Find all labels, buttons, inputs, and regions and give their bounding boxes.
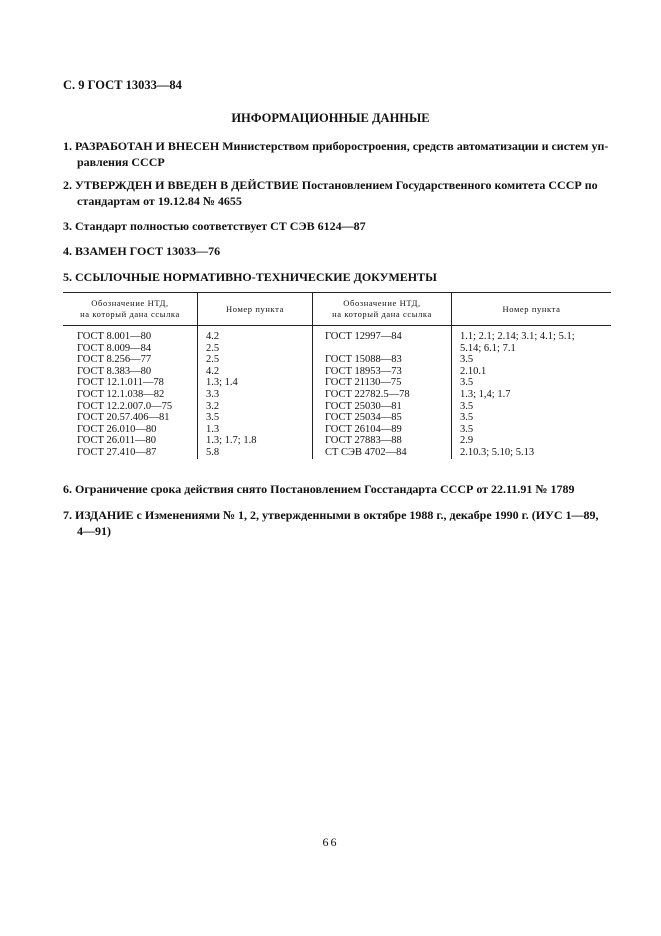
right-point: 3.5 <box>460 354 474 366</box>
left-doc: ГОСТ 8.009—84 <box>77 342 152 354</box>
right-doc <box>325 343 443 355</box>
info-item-7 <box>63 507 611 539</box>
col-header-doc-right-line2: на который дана ссылка <box>332 309 432 319</box>
info-item-2-line1: 2. УТВЕРЖДЕН И ВВЕДЕН В ДЕЙСТВИЕ Постановлением Государственного комитета СССР по <box>63 178 598 192</box>
section-title: ИНФОРМАЦИОННЫЕ ДАННЫЕ <box>231 111 430 125</box>
left-point: 3.3 <box>206 388 220 400</box>
right-doc: ГОСТ 27883—88 <box>325 435 402 447</box>
info-item-4: 4. ВЗАМЕН ГОСТ 13033—76 <box>63 244 221 258</box>
right-doc: ГОСТ 12997—84 <box>325 331 402 342</box>
right-point: 3.5 <box>460 377 474 389</box>
info-item-2 <box>63 177 611 209</box>
left-doc: ГОСТ 8.383—80 <box>77 365 152 377</box>
left-point: 3.5 <box>206 412 220 424</box>
left-docs-cell <box>63 326 198 459</box>
col-header-point-left <box>198 293 313 326</box>
right-doc: ГОСТ 26104—89 <box>325 423 402 435</box>
info-item-7-line2: 4—91) <box>77 524 111 538</box>
info-item-2-line2: стандартам от 19.12.84 № 4655 <box>77 194 242 208</box>
col-header-doc-left-line2: на который дана ссылка <box>80 309 180 319</box>
col-header-point-left-line1: Номер пункта <box>226 303 284 314</box>
info-item-1-line2: равления СССР <box>77 155 165 169</box>
table-row <box>63 326 611 459</box>
right-doc: ГОСТ 21130—75 <box>325 377 402 389</box>
col-header-point-right-line1: Номер пункта <box>502 303 561 314</box>
page-header: С. 9 ГОСТ 13033—84 <box>63 78 182 92</box>
left-point: 5.8 <box>206 446 220 458</box>
right-point: 3.5 <box>460 400 474 412</box>
right-doc: ГОСТ 18953—73 <box>325 365 402 377</box>
right-point: 3.5 <box>460 412 474 424</box>
page-number: 66 <box>322 835 339 849</box>
right-point: 1.1; 2.1; 2.14; 3.1; 4.1; 5.1; <box>460 331 575 342</box>
left-doc: ГОСТ 26.010—80 <box>77 423 157 435</box>
left-doc: ГОСТ 12.1.038—82 <box>77 388 165 400</box>
right-doc: ГОСТ 22782.5—78 <box>325 388 410 400</box>
right-point: 5.14; 6.1; 7.1 <box>460 342 516 354</box>
left-point: 3.2 <box>206 400 220 412</box>
left-point: 2.5 <box>206 342 220 354</box>
left-doc: ГОСТ 12.2.007.0—75 <box>77 400 173 412</box>
info-item-6: 6. Ограничение срока действия снято Постановлением Госстандарта СССР от 22.11.91 № 1789 <box>63 482 575 496</box>
col-header-point-right <box>452 293 612 326</box>
reference-documents-table <box>63 292 611 459</box>
left-doc: ГОСТ 8.256—77 <box>77 354 152 366</box>
left-doc: ГОСТ 12.1.011—78 <box>77 377 164 389</box>
left-point: 1.3; 1.7; 1.8 <box>206 435 257 447</box>
col-header-doc-right-line1: Обозначение НТД, <box>343 298 421 308</box>
info-item-5: 5. ССЫЛОЧНЫЕ НОРМАТИВНО-ТЕХНИЧЕСКИЕ ДОКУМЕНТЫ <box>63 270 437 284</box>
left-point: 2.5 <box>206 354 220 366</box>
right-doc: ГОСТ 25034—85 <box>325 412 402 424</box>
info-item-1 <box>63 138 611 170</box>
right-point: 2.10.1 <box>460 365 487 377</box>
col-header-doc-right <box>313 293 452 326</box>
right-doc: СТ СЭВ 4702—84 <box>325 446 407 458</box>
right-point: 3.5 <box>460 423 474 435</box>
left-point: 1.3; 1.4 <box>206 377 238 389</box>
info-item-7-line1: 7. ИЗДАНИЕ с Изменениями № 1, 2, утвержденными в октябре 1988 г., декабре 1990 г. (ИУС 1—89, <box>63 508 599 522</box>
right-point: 1.3; 1,4; 1.7 <box>460 388 511 400</box>
col-header-doc-left-line1: Обозначение НТД, <box>91 298 169 308</box>
right-point: 2.9 <box>460 435 474 447</box>
right-doc: ГОСТ 15088—83 <box>325 354 402 366</box>
left-point: 4.2 <box>206 365 220 377</box>
right-points-cell <box>452 326 612 459</box>
right-docs-cell <box>313 326 452 459</box>
left-points-cell <box>198 326 313 459</box>
right-doc: ГОСТ 25030—81 <box>325 400 402 412</box>
left-point: 4.2 <box>206 331 220 342</box>
left-doc: ГОСТ 27.410—87 <box>77 446 157 458</box>
left-point: 1.3 <box>206 423 220 435</box>
info-item-3: 3. Стандарт полностью соответствует СТ СЭВ 6124—87 <box>63 219 366 233</box>
col-header-doc-left <box>63 293 198 326</box>
right-point: 2.10.3; 5.10; 5.13 <box>460 446 535 458</box>
left-doc: ГОСТ 8.001—80 <box>77 331 152 342</box>
info-item-1-line1: 1. РАЗРАБОТАН И ВНЕСЕН Министерством приборостроения, средств автоматизации и систем уп- <box>63 139 609 153</box>
left-doc: ГОСТ 26.011—80 <box>77 435 157 447</box>
left-doc: ГОСТ 20.57.406—81 <box>77 412 170 424</box>
